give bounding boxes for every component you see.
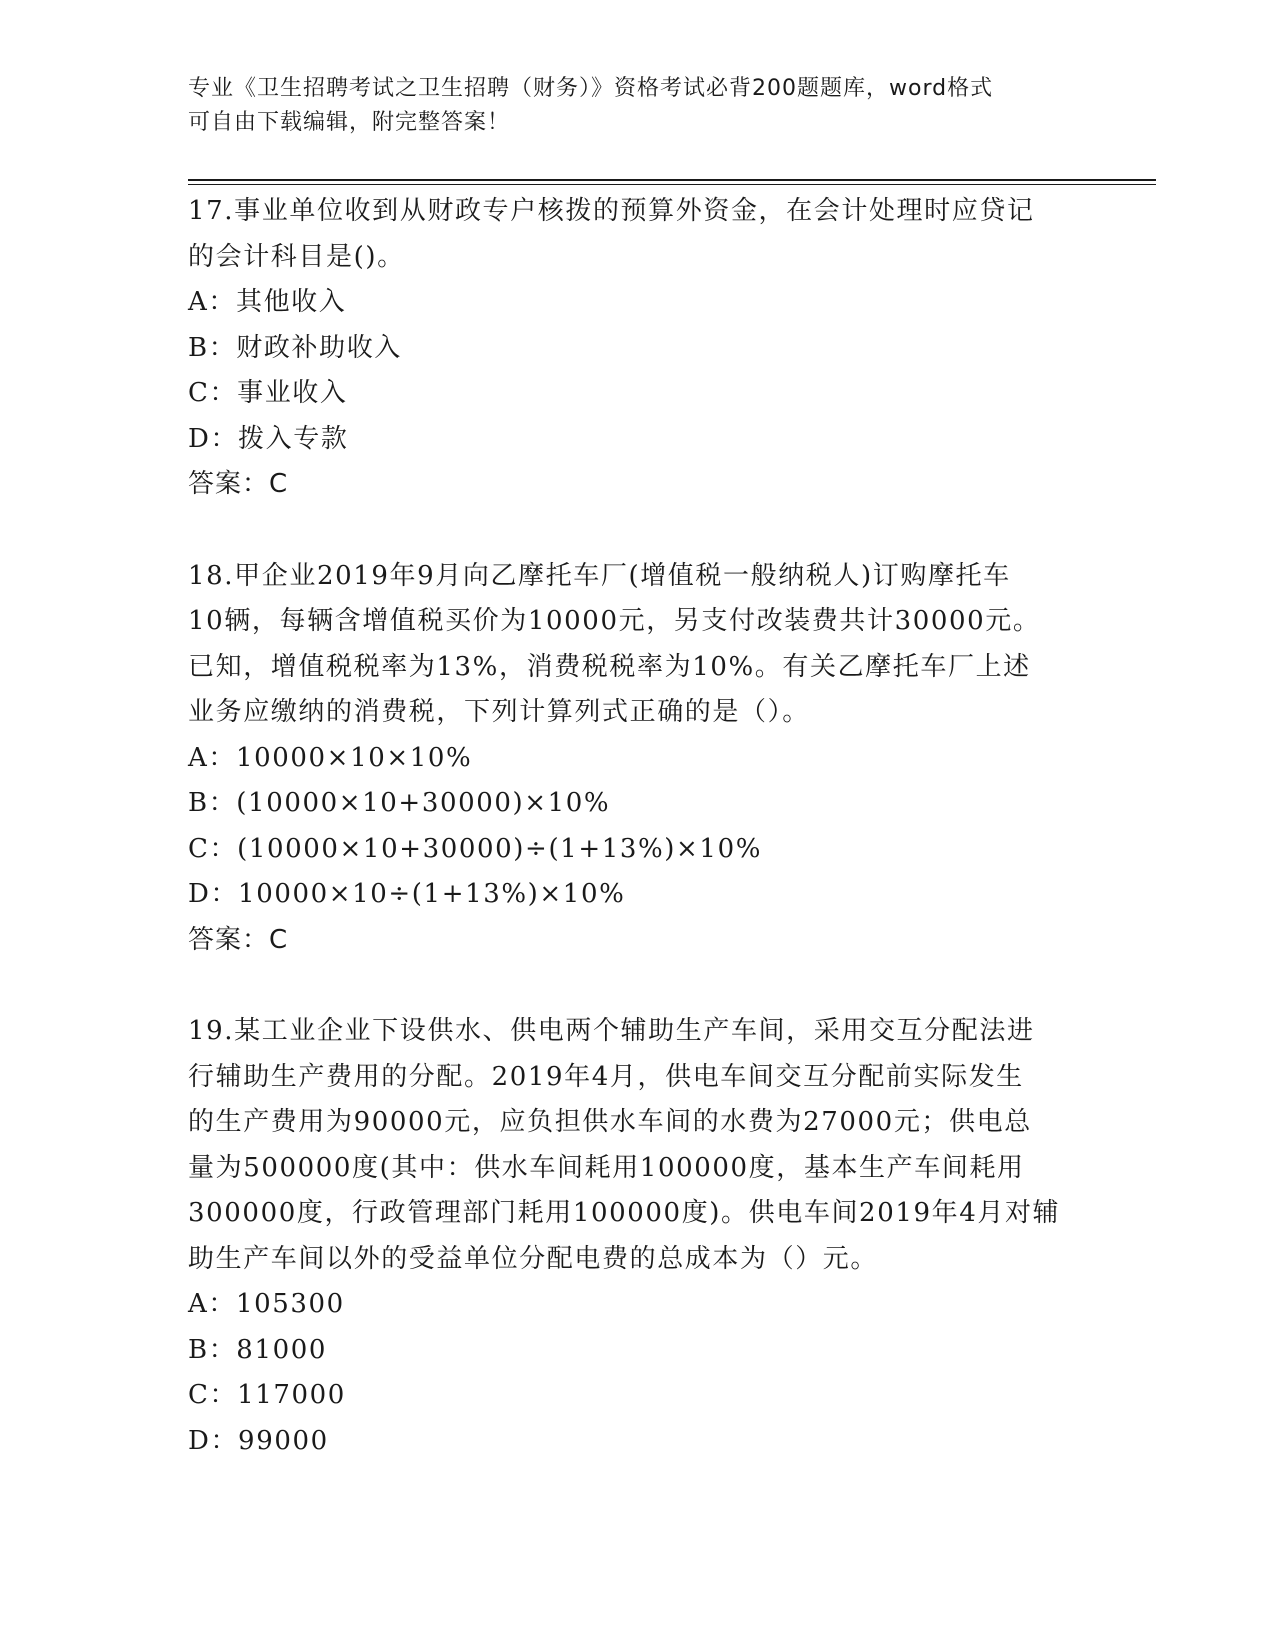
question-stem-line: 的生产费用为90000元，应负担供水车间的水费为27000元；供电总 [188,1107,1032,1137]
header-line-2: 可自由下载编辑，附完整答案！ [188,110,511,135]
question-stem-line: 量为500000度(其中：供水车间耗用100000度，基本生产车间耗用 [188,1152,1025,1183]
header-line-1: 专业《卫生招聘考试之卫生招聘（财务）》资格考试必背200题题库，word格式 [188,76,994,101]
question-19 [188,1009,1088,1464]
option-d: D：拨入专款 [188,423,349,454]
question-stem-line: 18.甲企业2019年9月向乙摩托车厂(增值税一般纳税人)订购摩托车 [188,560,1011,591]
option-b: B：财政补助收入 [188,332,402,363]
header-divider-thin [188,184,1156,185]
question-spacer [188,508,1088,554]
question-stem-line: 行辅助生产费用的分配。2019年4月，供电车间交互分配前实际发生 [188,1061,1024,1092]
question-stem-line: 已知，增值税税率为13%，消费税税率为10%。有关乙摩托车厂上述 [188,651,1031,682]
option-c: C：(10000×10+30000)÷(1+13%)×10% [188,833,763,864]
option-c: C：事业收入 [188,378,348,408]
answer-line: 答案：C [188,469,289,499]
option-a: A：其他收入 [188,287,347,317]
question-spacer [188,963,1088,1009]
option-b: B：81000 [188,1334,328,1365]
document-header [188,72,1088,140]
question-stem-line: 业务应缴纳的消费税，下列计算列式正确的是（）。 [188,697,810,727]
question-17 [188,189,1088,508]
option-a: A：10000×10×10% [188,742,473,773]
option-b: B：(10000×10+30000)×10% [188,788,611,818]
option-d: D：99000 [188,1425,329,1456]
option-a: A：105300 [188,1289,345,1319]
question-stem-line: 助生产车间以外的受益单位分配电费的总成本为（）元。 [188,1243,879,1274]
option-c: C：117000 [188,1380,346,1410]
question-stem-line: 17.事业单位收到从财政专户核拨的预算外资金，在会计处理时应贷记 [188,196,1035,226]
header-divider-thick [188,179,1156,181]
question-stem-line: 10辆，每辆含增值税买价为10000元，另支付改装费共计30000元。 [188,606,1041,636]
question-18 [188,554,1088,964]
question-stem-line: 300000度，行政管理部门耗用100000度)。供电车间2019年4月对辅 [188,1198,1061,1228]
question-stem-line: 19.某工业企业下设供水、供电两个辅助生产车间，采用交互分配法进 [188,1016,1035,1046]
question-list [188,189,1088,1464]
question-stem-line: 的会计科目是()。 [188,241,405,272]
option-d: D：10000×10÷(1+13%)×10% [188,879,626,909]
answer-line: 答案：C [188,924,289,955]
